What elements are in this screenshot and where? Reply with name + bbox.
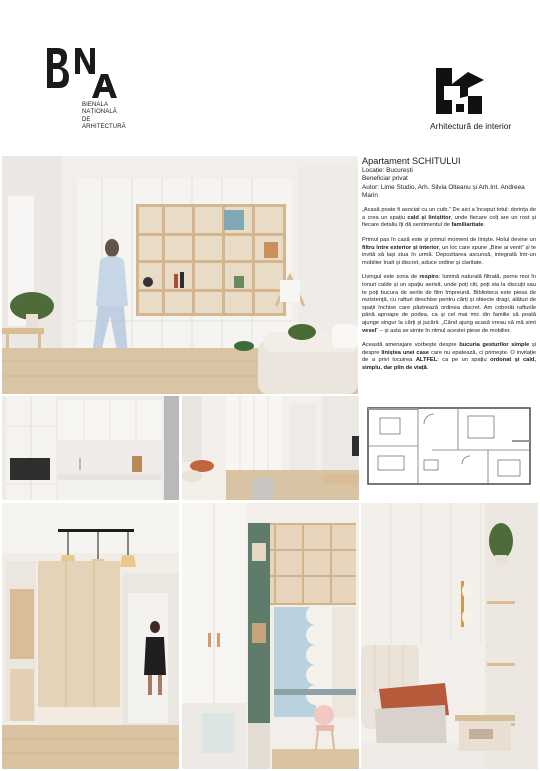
p4-bold-2: liniștea unei case — [381, 349, 430, 356]
p4-text-e: : ca pe un spațiu — [437, 357, 491, 364]
interior-architecture-logo-icon — [432, 66, 486, 116]
floor-plan-drawing — [362, 400, 536, 490]
p4-text-c: și despre — [362, 342, 537, 356]
photo-bedroom — [182, 396, 359, 500]
photo-living-room — [2, 156, 358, 394]
photo-bedroom-corner — [361, 503, 538, 769]
photo-kitchen — [2, 396, 179, 500]
project-title: Apartament SCHITULUI — [362, 156, 461, 166]
p1-bold-1: cald și liniștitor — [407, 214, 451, 221]
p4-bold-1: bucuria gesturilor simple — [459, 342, 530, 349]
paragraph-1 — [362, 207, 536, 230]
p4-text-a: Această amenajare vorbește despre — [362, 342, 460, 349]
p3-text-a: Livingul este zona de — [362, 274, 420, 281]
p4-bold-3: ALTFEL — [415, 357, 438, 364]
p2-text-c: , un loc care spune „Bine ai venit” și te invită să lași ziua în urmă. Depozitarea ascunsă, integrată într-un mobilier înalt și discret, aduce ordine și claritate. — [362, 244, 537, 266]
p3-bold-2: vesel — [362, 327, 377, 334]
p1-bold-2: familiaritate — [451, 222, 484, 229]
paragraph-3 — [362, 274, 536, 335]
project-beneficiary: Beneficiar privat — [362, 175, 408, 183]
project-description — [362, 156, 536, 372]
bna-letters-mark — [42, 44, 122, 100]
p3-bold-1: respiro — [419, 274, 439, 281]
p2-text-a: Primul pas în casă este și primul moment de liniște. Holul devine un — [362, 236, 536, 243]
project-location: Locație: București — [362, 167, 413, 174]
section-label: Arhitectură de interior — [430, 121, 512, 131]
paragraph-2 — [362, 237, 536, 267]
p2-bold-1: filtru între exterior și interior — [362, 244, 439, 251]
p4-text-d: care nu epatează, ci primește. O invitație de a privi locuirea — [362, 349, 537, 364]
paragraph-4 — [362, 342, 536, 372]
photo-hallway — [2, 503, 179, 769]
p1-text-c: , unde fiecare colț are un rost și fiecare detaliu îți dă sentimentul de — [362, 214, 536, 229]
p3-text-c: : lumină naturală filtrată, perne moi în tonuri calde și un spațiu aerisit, unde poți citi, poți sta la discuții sau te poți bucura de serile de film împreună. Biblioteca este piesa de rezistență, cu rafturi deschise pentru cărți și obiecte dragi, alături de spații închise care păstrează ordinea discret. Am coborât rafturile până aproape de podea, ca și cel mai mic din familie să poată ajunge singur la cărți și jucării. „Când ajung acasă vreau să mă simt — [362, 274, 536, 326]
p4-bold-4: ordonat și cald, simplu, dar plin de viață — [362, 357, 536, 371]
bna-logo: BIENALA NAȚIONALĂ DE ARHITECTURĂ — [42, 44, 122, 139]
p1-text-d: . — [483, 222, 486, 229]
p3-text-d: ” – și asta se simte în ritmul acestei piese de mobilier. — [376, 327, 511, 334]
project-authors: Autor: Lime Studio, Arh. Silvia Olteanu și Arh.Int. Andreea Marin — [362, 183, 525, 199]
p4-text-f: . — [426, 364, 429, 371]
photo-kids-room — [182, 503, 359, 769]
p1-text-a: „Acasă poate fi asociat cu un cuib.” De aici a început totul: dorința de a crea un spațiu — [362, 207, 536, 221]
